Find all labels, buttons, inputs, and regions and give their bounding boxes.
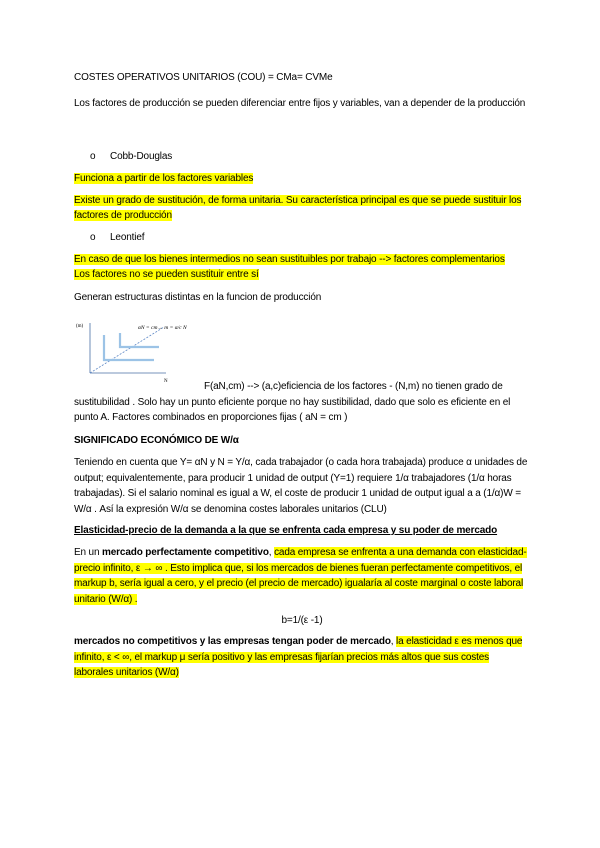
cobb-douglas-heading: Cobb-Douglas <box>110 151 173 162</box>
no-competitivos-comma: , <box>390 636 397 647</box>
highlighted-text: Funciona a partir de los factores variables <box>74 173 254 184</box>
fanc-paragraph <box>74 379 530 426</box>
leontief-isoquant-figure <box>74 315 204 387</box>
bullet-marker: o <box>90 151 96 162</box>
highlighted-text: En caso de que los bienes intermedios no sean sustituibles por trabajo --> factores complementarios <box>74 254 505 265</box>
cobb-douglas-line1 <box>74 171 530 186</box>
figure-x-label: N <box>164 379 168 384</box>
intro-paragraph: Los factores de producción se pueden diferenciar entre fijos y variables, van a depender de la producción <box>74 98 526 109</box>
highlighted-text: Existe un grado de sustitución, de forma unitaria. Su característica principal es que se puede sustituir los factores de producción <box>74 195 522 221</box>
competitivo-prefix: En un <box>74 547 103 558</box>
competitivo-bold: mercado perfectamente competitivo <box>102 547 269 558</box>
page-title: COSTES OPERATIVOS UNITARIOS (COU) = CMa= CVMe <box>74 72 333 83</box>
generan-paragraph: Generan estructuras distintas en la funcion de producción <box>74 292 322 303</box>
fanc-text: F(aN,cm) --> (a,c)eficiencia de los factores - (N,m) no tienen grado de sustitubilidad . Solo hay un punto eficiente porque no hay sustibilidad, dado que solo es eficiente en el punto A. Factores combinados en proporciones fijas ( aN = cm ) <box>74 381 511 423</box>
figure-curve-label: αN = cm→ m = α/c N <box>138 325 187 331</box>
leontief-heading: Leontief <box>110 232 145 243</box>
bullet-marker: o <box>90 232 96 243</box>
no-competitivos-highlighted: la elasticidad ε es menos que infinito, ε < ∞, el markup μ sería positivo y las empresas fijarían precios más altos que sus costes laborales unitarios (W/α) <box>74 636 523 678</box>
leontief-line1 <box>74 252 530 267</box>
figure-y-label: (m) <box>76 324 84 329</box>
markup-formula: b=1/(ε -1) <box>281 615 323 626</box>
no-competitivos-paragraph <box>74 634 530 681</box>
cobb-douglas-line2 <box>74 193 530 223</box>
elasticidad-heading: Elasticidad-precio de la demanda a la que se enfrenta cada empresa y su poder de mercado <box>74 525 498 536</box>
significado-paragraph: Teniendo en cuenta que Y= αN y N = Y/α, cada trabajador (o cada hora trabajada) produce α unidades de output; equivalentemente, para producir 1 unidad de output (Y=1) requiere 1/α trabajadores (1/α horas trabajadas). Si el salario nominal es igual a W, el coste de producir 1 unidad de output igual a a (1/α)W = W/α . Así la expresión W/α se denomina costes laborales unitarios (CLU) <box>74 457 528 515</box>
competitivo-highlighted: cada empresa se enfrenta a una demanda con elasticidad-precio infinito, ε → ∞ . Esto implica que, si los mercados de bienes fueran perfectamente competitivos, el markup b, sería igual a cero, y el precio (el precio de mercado) igualaría al coste marginal o coste laboral unitario (W/α) . <box>74 547 527 605</box>
no-competitivos-bold: mercados no competitivos y las empresas tengan poder de mercado <box>74 636 391 647</box>
significado-heading: SIGNIFICADO ECONÓMICO DE W/α <box>74 435 239 446</box>
competitivo-comma: , <box>268 547 275 558</box>
highlighted-text: Los factores no se pueden sustituir entre sí <box>74 269 259 280</box>
competitivo-paragraph <box>74 545 530 607</box>
leontief-line2 <box>74 267 530 282</box>
